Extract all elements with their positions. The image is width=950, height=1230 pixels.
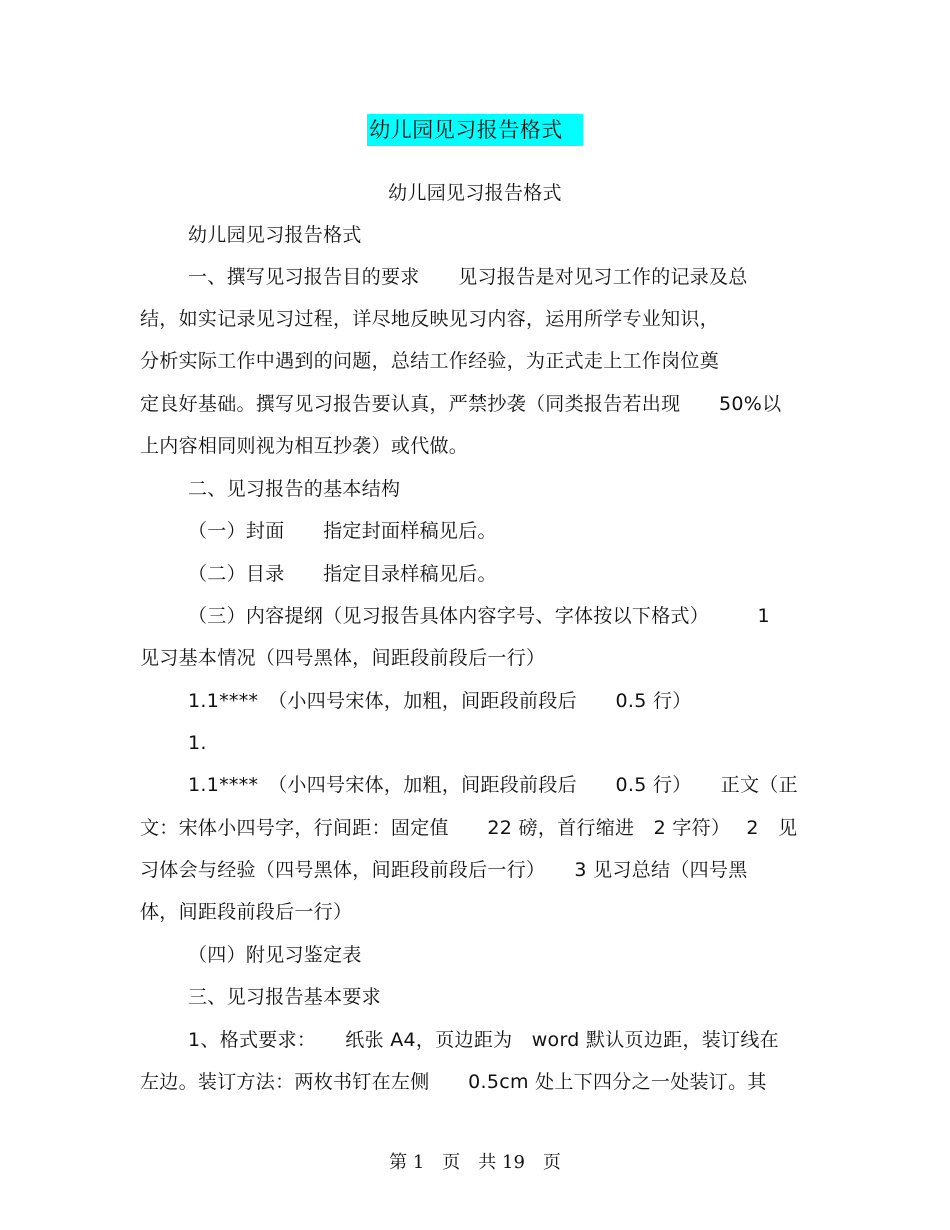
- page-footer: 第 1 页 共 19 页: [389, 1152, 561, 1173]
- body-line: 定良好基础。撰写见习报告要认真，严禁抄袭（同类报告若出现 50%以: [140, 393, 782, 415]
- document-title: 幼儿园见习报告格式: [367, 114, 583, 146]
- section-heading: 二、见习报告的基本结构: [188, 478, 401, 500]
- body-line: 习体会与经验（四号黑体，间距段前段后一行） 3 见习总结（四号黑: [140, 859, 748, 881]
- title-container: [0, 114, 950, 146]
- body-line: 见习基本情况（四号黑体，间距段前段后一行）: [140, 647, 546, 669]
- body-line: 结，如实记录见习过程，详尽地反映见习内容，运用所学专业知识，: [140, 308, 720, 330]
- body-line: （四）附见习鉴定表: [188, 944, 362, 966]
- body-line: 1、格式要求： 纸张 A4，页边距为 word 默认页边距，装订线在: [188, 1029, 779, 1051]
- body-line: （三）内容提纲（见习报告具体内容字号、字体按以下格式） 1: [188, 605, 770, 627]
- body-line: 一、撰写见习报告目的要求 见习报告是对见习工作的记录及总: [188, 266, 748, 288]
- document-subtitle: 幼儿园见习报告格式: [388, 182, 562, 204]
- body-line: 分析实际工作中遇到的问题，总结工作经验，为正式走上工作岗位奠: [140, 350, 720, 372]
- body-line: （二）目录 指定目录样稿见后。: [188, 563, 497, 585]
- body-line: 上内容相同则视为相互抄袭）或代做。: [140, 435, 469, 457]
- body-line: 左边。装订方法：两枚书钉在左侧 0.5cm 处上下四分之一处装订。其: [140, 1071, 767, 1093]
- body-line: 1.1**** （小四号宋体，加粗，间距段前段后 0.5 行）: [188, 690, 692, 712]
- body-line: 体，间距段前段后一行）: [140, 901, 353, 923]
- body-line: （一）封面 指定封面样稿见后。: [188, 520, 497, 542]
- section-heading: 三、见习报告基本要求: [188, 986, 382, 1008]
- body-line: 幼儿园见习报告格式: [188, 224, 362, 246]
- body-line: 文：宋体小四号字，行间距：固定值 22 磅，首行缩进 2 字符） 2 见: [140, 817, 798, 839]
- body-line: 1.: [188, 732, 207, 754]
- body-line: 1.1**** （小四号宋体，加粗，间距段前段后 0.5 行） 正文（正: [188, 774, 798, 796]
